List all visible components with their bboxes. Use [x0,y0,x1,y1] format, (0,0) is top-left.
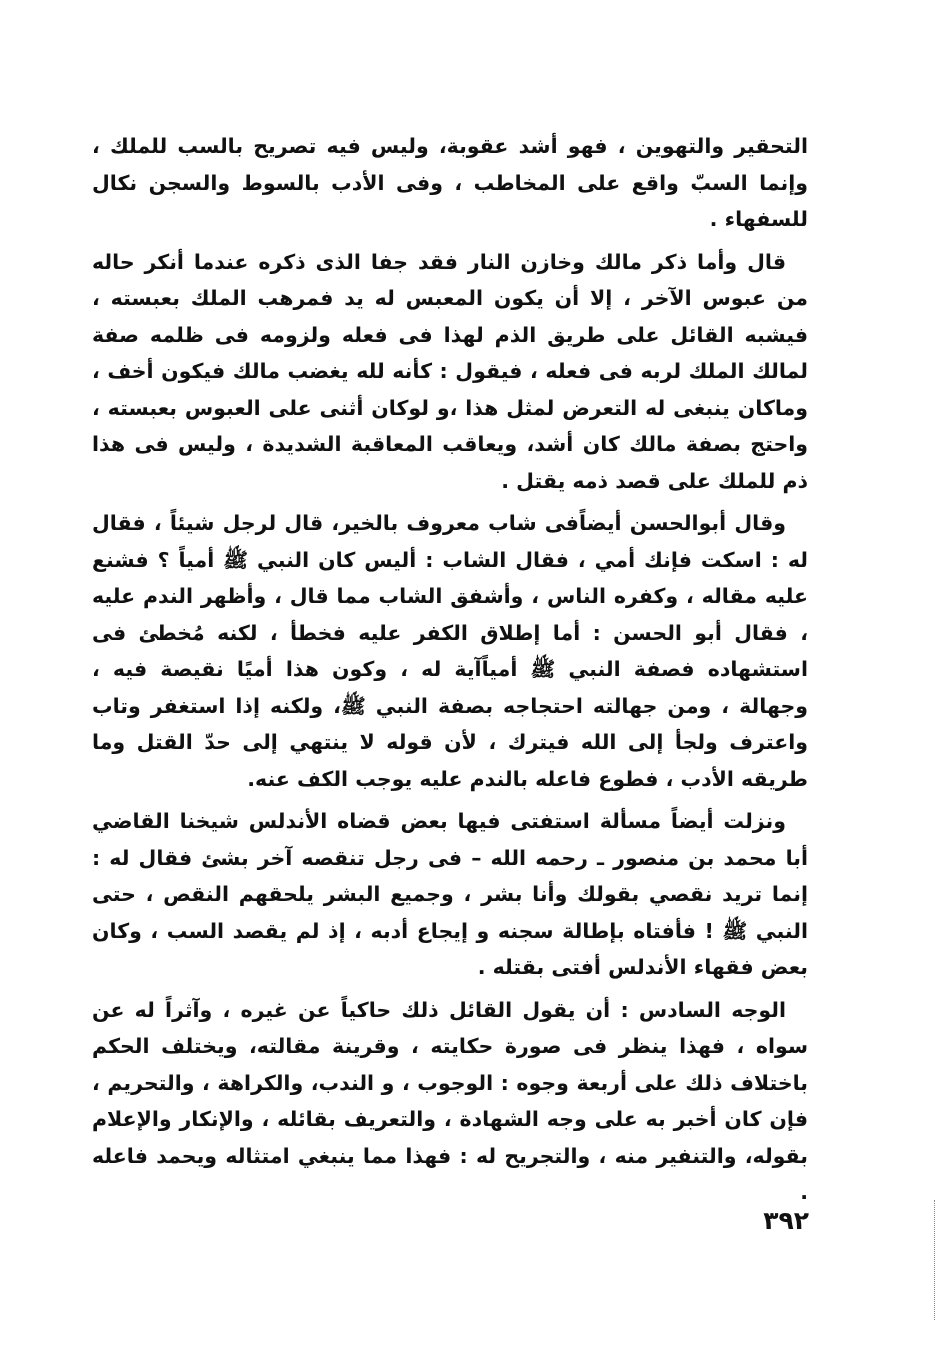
section-text: أن يقول القائل ذلك حاكياً عن غيره ، وآثراً له عن سواه ، فهذا ينظر فى صورة حكايته ، وقرينة مقالته، ويختلف الحكم باختلاف ذلك على أربعة وجوه : الوجوب ، و الندب، والكراهة ، والتحريم ، فإن كان أخبر به على وجه الشهادة ، والتعريف بقائله ، والإنكار والإعلام بقوله، والتنفير منه ، والتجريح له : فهذا مما ينبغي امتثاله ويحمد فاعله . [92,997,808,1204]
paragraph-1: التحقير والتهوين ، فهو أشد عقوبة، وليس فيه تصريح بالسب للملك ، وإنما السبّ واقع على المخاطب ، وفى الأدب بالسوط والسجن نكال للسفهاء . [92,134,808,231]
paragraph-4: ونزلت أيضاً مسألة استفتى فيها بعض قضاه الأندلس شيخنا القاضي أبا محمد بن منصور ـ رحمه الله – فى رجل تنقصه آخر بشئ فقال له : إنما تريد نقصي بقولك وأنا بشر ، وجميع البشر يلحقهم النقص ، حتى النبي ﷺ ! فأفتاه بإطالة سجنه و إيجاع أدبه ، إذ لم يقصد السب ، وكان بعض فقهاء الأندلس أفتى بقتله . [92,809,808,979]
page-body-text [92,128,808,1217]
section-heading: الوجه السادس : [620,997,786,1022]
paragraph-5 [92,992,808,1211]
scan-edge-mark [932,1200,935,1320]
paragraph-2: قال وأما ذكر مالك وخازن النار فقد جفا الذى ذكره عندما أنكر حاله من عبوس الآخر ، إلا أن يكون المعبس له يد فمرهب الملك بعبسته ، فيشبه القائل على طريق الذم لهذا فى فعله ولزومه فى ظلمه صفة لمالك الملك لربه فى فعله ، فيقول : كأنه لله يغضب مالك فيكون أخف ، وماكان ينبغى له التعرض لمثل هذا ،و لوكان أثنى على العبوس بعبسته ، واحتج بصفة مالك كان أشد، ويعاقب المعاقبة الشديدة ، وليس فى هذا ذم للملك على قصد ذمه يقتل . [92,249,808,493]
paragraph-3: وقال أبوالحسن أيضاًفى شاب معروف بالخير، قال لرجل شيئاً ، فقال له : اسكت فإنك أمي ، فقال الشاب : أليس كان النبي ﷺ أمياً ؟ فشنع عليه مقاله ، وكفره الناس ، وأشفق الشاب مما قال ، وأظهر الندم عليه ، فقال أبو الحسن : أما إطلاق الكفر عليه فخطأ ، لكنه مُخطئ فى استشهاده فصفة النبي ﷺ أمياًآية له ، وكون هذا أميًا نقيصة فيه ، وجهالة ، ومن جهالته احتجاجه بصفة النبي ﷺ، ولكنه إذا استغفر وتاب واعترف ولجأ إلى الله فيترك ، لأن قوله لا ينتهي إلى حدّ القتل وما طريقه الأدب ، فطوع فاعله بالندم عليه يوجب الكف عنه. [92,511,808,791]
page-number: ٣٩٢ [763,1206,809,1235]
